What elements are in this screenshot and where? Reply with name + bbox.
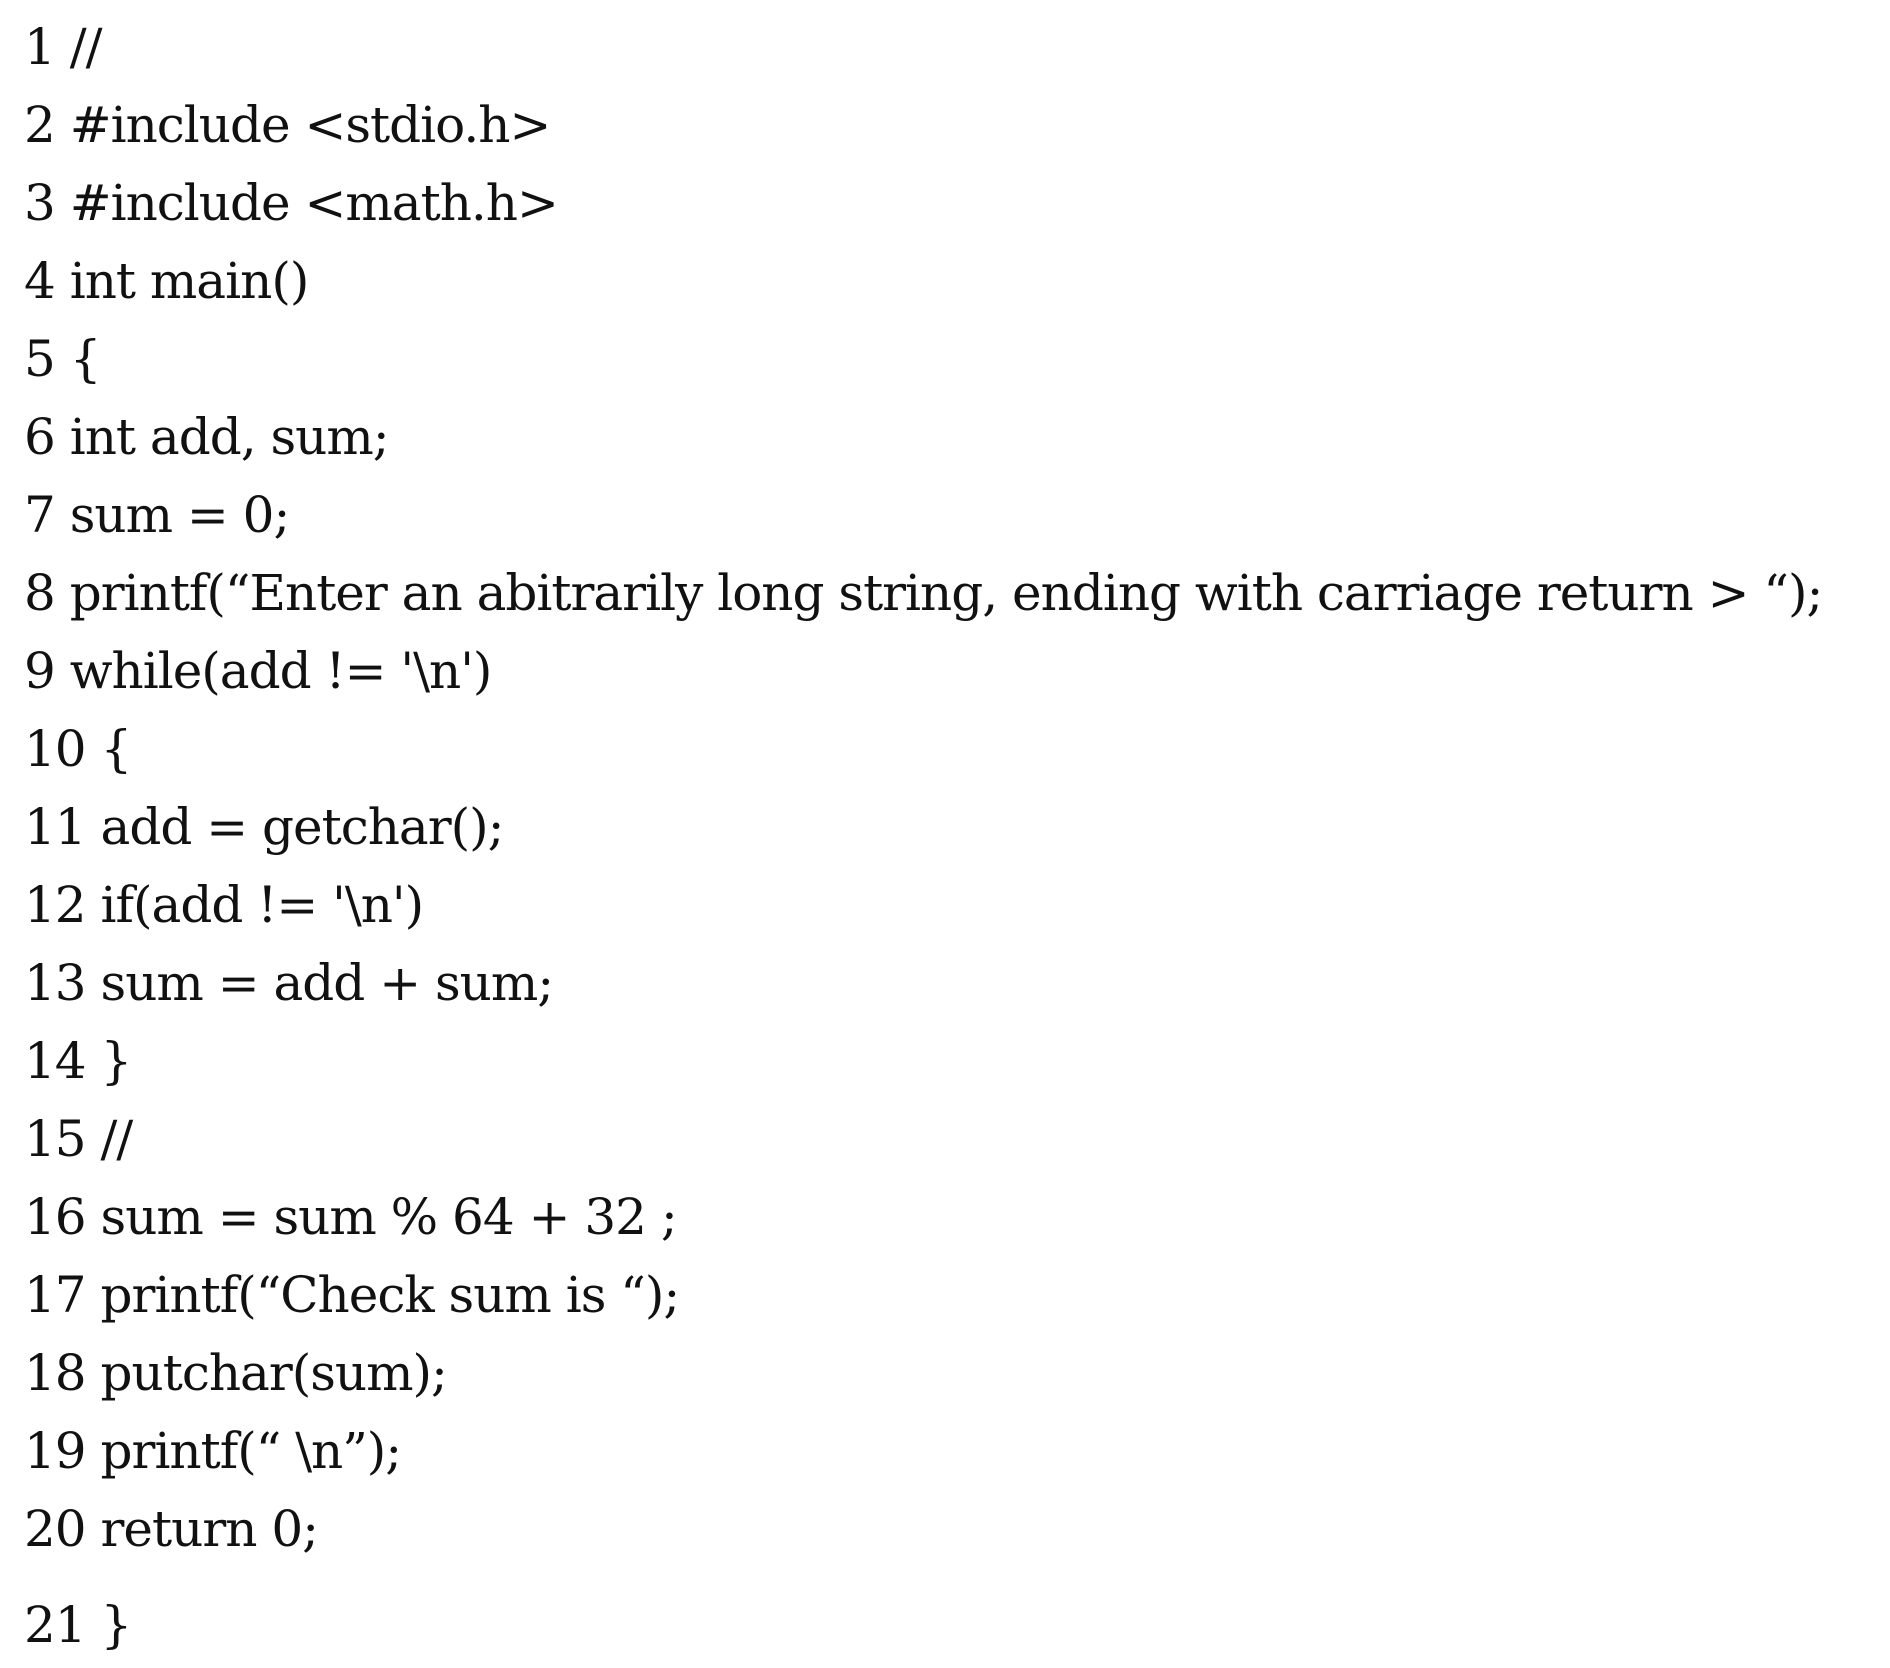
code-line	[24, 1100, 1884, 1178]
code-line	[24, 788, 1884, 866]
line-number: 17	[24, 1266, 86, 1324]
line-code: add = getchar();	[100, 798, 504, 856]
line-code: printf(“Enter an abitrarily long string, ending with carriage return > “);	[69, 564, 1823, 622]
line-code: putchar(sum);	[100, 1344, 447, 1402]
line-number: 14	[24, 1032, 86, 1090]
line-code: sum = add + sum;	[100, 954, 554, 1012]
line-number: 3	[24, 174, 55, 232]
code-line	[24, 320, 1884, 398]
line-number: 20	[24, 1500, 86, 1558]
line-number: 19	[24, 1422, 86, 1480]
line-number: 8	[24, 564, 55, 622]
code-line	[24, 1490, 1884, 1568]
line-number: 1	[24, 18, 55, 76]
line-number: 7	[24, 486, 55, 544]
line-code: sum = 0;	[69, 486, 290, 544]
line-number: 2	[24, 96, 55, 154]
line-code: if(add != '\n')	[100, 876, 424, 934]
code-line	[24, 866, 1884, 944]
code-line	[24, 86, 1884, 164]
line-number: 21	[24, 1596, 86, 1654]
line-code: printf(“Check sum is “);	[100, 1266, 680, 1324]
line-number: 5	[24, 330, 55, 388]
line-code: #include <stdio.h>	[69, 96, 551, 154]
code-line	[24, 710, 1884, 788]
line-number: 11	[24, 798, 86, 856]
line-number: 13	[24, 954, 86, 1012]
code-listing	[24, 8, 1884, 1664]
code-line	[24, 632, 1884, 710]
code-line	[24, 1022, 1884, 1100]
line-code: //	[100, 1110, 133, 1168]
line-number: 10	[24, 720, 86, 778]
code-line	[24, 398, 1884, 476]
code-line	[24, 8, 1884, 86]
line-code: int main()	[69, 252, 309, 310]
line-number: 16	[24, 1188, 86, 1246]
code-line	[24, 1178, 1884, 1256]
line-number: 12	[24, 876, 86, 934]
code-line	[24, 1412, 1884, 1490]
code-line	[24, 944, 1884, 1022]
line-code: {	[100, 720, 132, 778]
line-code: return 0;	[100, 1500, 318, 1558]
line-code: #include <math.h>	[69, 174, 558, 232]
line-number: 15	[24, 1110, 86, 1168]
line-code: int add, sum;	[69, 408, 389, 466]
line-number: 4	[24, 252, 55, 310]
code-line	[24, 1586, 1884, 1664]
line-code: //	[69, 18, 102, 76]
line-number: 18	[24, 1344, 86, 1402]
line-code: printf(“ \n”);	[100, 1422, 402, 1480]
line-number: 9	[24, 642, 55, 700]
code-line	[24, 1256, 1884, 1334]
code-line	[24, 554, 1884, 632]
line-number: 6	[24, 408, 55, 466]
line-code: sum = sum % 64 + 32 ;	[100, 1188, 677, 1246]
line-code: while(add != '\n')	[69, 642, 492, 700]
code-line	[24, 164, 1884, 242]
code-line	[24, 476, 1884, 554]
line-code: }	[100, 1032, 132, 1090]
line-code: {	[69, 330, 101, 388]
code-line	[24, 1334, 1884, 1412]
code-line	[24, 242, 1884, 320]
line-code: }	[100, 1596, 132, 1654]
